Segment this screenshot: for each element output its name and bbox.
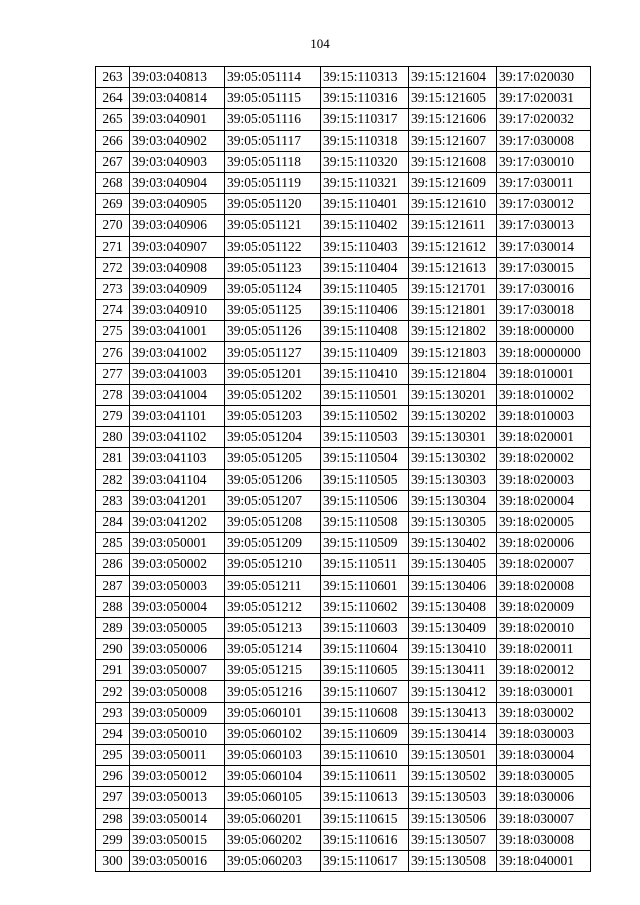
cadastral-code-cell: 39:18:020001 xyxy=(497,427,591,448)
cadastral-code-cell: 39:15:110508 xyxy=(321,511,409,532)
cadastral-code-cell: 39:15:121607 xyxy=(409,130,497,151)
cadastral-code-cell: 39:17:020031 xyxy=(497,88,591,109)
row-number-cell: 281 xyxy=(96,448,130,469)
row-number-cell: 293 xyxy=(96,702,130,723)
table-row xyxy=(96,787,591,808)
cadastral-code-cell: 39:18:030008 xyxy=(497,829,591,850)
cadastral-code-cell: 39:03:050002 xyxy=(130,554,225,575)
cadastral-code-cell: 39:05:051214 xyxy=(225,639,321,660)
cadastral-code-cell: 39:05:060202 xyxy=(225,829,321,850)
row-number-cell: 289 xyxy=(96,617,130,638)
cadastral-code-cell: 39:05:051122 xyxy=(225,236,321,257)
cadastral-code-cell: 39:17:030018 xyxy=(497,300,591,321)
cadastral-code-cell: 39:03:050011 xyxy=(130,745,225,766)
cadastral-code-cell: 39:15:121803 xyxy=(409,342,497,363)
row-number-cell: 292 xyxy=(96,681,130,702)
table-row xyxy=(96,702,591,723)
cadastral-code-cell: 39:05:051117 xyxy=(225,130,321,151)
cadastral-code-cell: 39:15:121608 xyxy=(409,151,497,172)
cadastral-code-cell: 39:05:051125 xyxy=(225,300,321,321)
cadastral-code-cell: 39:05:060104 xyxy=(225,766,321,787)
table-row xyxy=(96,67,591,88)
cadastral-code-cell: 39:15:110402 xyxy=(321,215,409,236)
row-number-cell: 298 xyxy=(96,808,130,829)
cadastral-code-cell: 39:18:040001 xyxy=(497,850,591,871)
table-row xyxy=(96,575,591,596)
cadastral-code-cell: 39:03:040814 xyxy=(130,88,225,109)
row-number-cell: 296 xyxy=(96,766,130,787)
cadastral-code-cell: 39:15:130305 xyxy=(409,511,497,532)
cadastral-code-cell: 39:15:130302 xyxy=(409,448,497,469)
cadastral-code-cell: 39:15:121605 xyxy=(409,88,497,109)
table-row xyxy=(96,384,591,405)
row-number-cell: 276 xyxy=(96,342,130,363)
cadastral-code-cell: 39:15:130406 xyxy=(409,575,497,596)
cadastral-code-cell: 39:18:020003 xyxy=(497,469,591,490)
cadastral-code-cell: 39:03:050008 xyxy=(130,681,225,702)
cadastral-code-cell: 39:18:020002 xyxy=(497,448,591,469)
table-row xyxy=(96,448,591,469)
table-row xyxy=(96,533,591,554)
cadastral-code-cell: 39:15:110502 xyxy=(321,406,409,427)
cadastral-code-cell: 39:03:041004 xyxy=(130,384,225,405)
cadastral-code-cell: 39:05:051123 xyxy=(225,257,321,278)
cadastral-code-cell: 39:03:040910 xyxy=(130,300,225,321)
cadastral-code-cell: 39:03:050014 xyxy=(130,808,225,829)
cadastral-code-cell: 39:03:041102 xyxy=(130,427,225,448)
cadastral-code-cell: 39:15:110611 xyxy=(321,766,409,787)
row-number-cell: 297 xyxy=(96,787,130,808)
row-number-cell: 270 xyxy=(96,215,130,236)
cadastral-code-cell: 39:18:020005 xyxy=(497,511,591,532)
table-row xyxy=(96,617,591,638)
cadastral-code-cell: 39:18:020007 xyxy=(497,554,591,575)
table-row xyxy=(96,88,591,109)
cadastral-code-cell: 39:15:121609 xyxy=(409,172,497,193)
cadastral-code-cell: 39:15:110403 xyxy=(321,236,409,257)
table-row xyxy=(96,469,591,490)
cadastral-code-cell: 39:05:051209 xyxy=(225,533,321,554)
cadastral-code-cell: 39:15:110313 xyxy=(321,67,409,88)
table-row xyxy=(96,321,591,342)
row-number-cell: 275 xyxy=(96,321,130,342)
row-number-cell: 290 xyxy=(96,639,130,660)
cadastral-code-cell: 39:17:030013 xyxy=(497,215,591,236)
cadastral-code-cell: 39:18:030006 xyxy=(497,787,591,808)
row-number-cell: 263 xyxy=(96,67,130,88)
cadastral-code-cell: 39:03:041003 xyxy=(130,363,225,384)
cadastral-code-cell: 39:15:110604 xyxy=(321,639,409,660)
row-number-cell: 300 xyxy=(96,850,130,871)
cadastral-code-cell: 39:15:110617 xyxy=(321,850,409,871)
cadastral-code-cell: 39:15:110504 xyxy=(321,448,409,469)
cadastral-code-cell: 39:18:020010 xyxy=(497,617,591,638)
row-number-cell: 282 xyxy=(96,469,130,490)
row-number-cell: 267 xyxy=(96,151,130,172)
table-row xyxy=(96,511,591,532)
row-number-cell: 286 xyxy=(96,554,130,575)
row-number-cell: 264 xyxy=(96,88,130,109)
cadastral-code-cell: 39:17:030010 xyxy=(497,151,591,172)
row-number-cell: 295 xyxy=(96,745,130,766)
cadastral-code-cell: 39:03:050013 xyxy=(130,787,225,808)
cadastral-code-cell: 39:05:051212 xyxy=(225,596,321,617)
cadastral-code-cell: 39:18:030005 xyxy=(497,766,591,787)
cadastral-code-cell: 39:05:051119 xyxy=(225,172,321,193)
cadastral-code-cell: 39:15:110616 xyxy=(321,829,409,850)
cadastral-code-cell: 39:05:051203 xyxy=(225,406,321,427)
cadastral-code-cell: 39:05:051114 xyxy=(225,67,321,88)
cadastral-code-cell: 39:15:110409 xyxy=(321,342,409,363)
cadastral-code-cell: 39:15:110601 xyxy=(321,575,409,596)
cadastral-code-cell: 39:15:110321 xyxy=(321,172,409,193)
table-row xyxy=(96,829,591,850)
cadastral-code-cell: 39:15:130413 xyxy=(409,702,497,723)
cadastral-table xyxy=(95,66,591,872)
table-row xyxy=(96,151,591,172)
cadastral-code-cell: 39:03:050006 xyxy=(130,639,225,660)
cadastral-code-cell: 39:18:030001 xyxy=(497,681,591,702)
cadastral-code-cell: 39:15:130202 xyxy=(409,406,497,427)
row-number-cell: 291 xyxy=(96,660,130,681)
cadastral-code-cell: 39:17:030008 xyxy=(497,130,591,151)
table-row xyxy=(96,596,591,617)
cadastral-code-cell: 39:17:020032 xyxy=(497,109,591,130)
cadastral-code-cell: 39:03:040909 xyxy=(130,278,225,299)
table-row xyxy=(96,490,591,511)
cadastral-code-cell: 39:18:020009 xyxy=(497,596,591,617)
cadastral-code-cell: 39:15:110610 xyxy=(321,745,409,766)
table-row xyxy=(96,194,591,215)
cadastral-code-cell: 39:15:130402 xyxy=(409,533,497,554)
cadastral-code-cell: 39:18:020004 xyxy=(497,490,591,511)
cadastral-code-cell: 39:15:110404 xyxy=(321,257,409,278)
cadastral-code-cell: 39:15:130411 xyxy=(409,660,497,681)
cadastral-code-cell: 39:05:051127 xyxy=(225,342,321,363)
cadastral-code-cell: 39:03:040902 xyxy=(130,130,225,151)
row-number-cell: 284 xyxy=(96,511,130,532)
cadastral-code-cell: 39:15:130405 xyxy=(409,554,497,575)
cadastral-code-cell: 39:15:130507 xyxy=(409,829,497,850)
table-body xyxy=(96,67,591,872)
table-row xyxy=(96,808,591,829)
cadastral-code-cell: 39:18:010003 xyxy=(497,406,591,427)
cadastral-code-cell: 39:18:000000 xyxy=(497,321,591,342)
table-row xyxy=(96,342,591,363)
cadastral-code-cell: 39:15:110506 xyxy=(321,490,409,511)
table-row xyxy=(96,300,591,321)
cadastral-code-cell: 39:03:040904 xyxy=(130,172,225,193)
cadastral-code-cell: 39:05:051206 xyxy=(225,469,321,490)
cadastral-code-cell: 39:15:130409 xyxy=(409,617,497,638)
cadastral-code-cell: 39:15:110401 xyxy=(321,194,409,215)
cadastral-code-cell: 39:05:051201 xyxy=(225,363,321,384)
cadastral-code-cell: 39:15:130506 xyxy=(409,808,497,829)
cadastral-code-cell: 39:15:130201 xyxy=(409,384,497,405)
table-row xyxy=(96,681,591,702)
cadastral-code-cell: 39:05:060203 xyxy=(225,850,321,871)
cadastral-code-cell: 39:18:020011 xyxy=(497,639,591,660)
cadastral-code-cell: 39:15:110320 xyxy=(321,151,409,172)
cadastral-code-cell: 39:15:130502 xyxy=(409,766,497,787)
cadastral-code-cell: 39:15:110607 xyxy=(321,681,409,702)
cadastral-code-cell: 39:15:130303 xyxy=(409,469,497,490)
table-row xyxy=(96,278,591,299)
cadastral-code-cell: 39:17:030015 xyxy=(497,257,591,278)
row-number-cell: 288 xyxy=(96,596,130,617)
page-number: 104 xyxy=(310,36,330,51)
table-row xyxy=(96,745,591,766)
table-row xyxy=(96,215,591,236)
cadastral-code-cell: 39:05:051120 xyxy=(225,194,321,215)
cadastral-code-cell: 39:15:110405 xyxy=(321,278,409,299)
cadastral-code-cell: 39:03:040908 xyxy=(130,257,225,278)
cadastral-code-cell: 39:15:110613 xyxy=(321,787,409,808)
cadastral-code-cell: 39:03:040813 xyxy=(130,67,225,88)
cadastral-code-cell: 39:15:110603 xyxy=(321,617,409,638)
cadastral-code-cell: 39:15:110317 xyxy=(321,109,409,130)
cadastral-code-cell: 39:03:050001 xyxy=(130,533,225,554)
table-row xyxy=(96,850,591,871)
table-row xyxy=(96,130,591,151)
cadastral-code-cell: 39:15:110605 xyxy=(321,660,409,681)
cadastral-code-cell: 39:03:050016 xyxy=(130,850,225,871)
row-number-cell: 278 xyxy=(96,384,130,405)
table-row xyxy=(96,109,591,130)
cadastral-code-cell: 39:15:110503 xyxy=(321,427,409,448)
row-number-cell: 294 xyxy=(96,723,130,744)
table-row xyxy=(96,406,591,427)
cadastral-code-cell: 39:15:110608 xyxy=(321,702,409,723)
table-row xyxy=(96,639,591,660)
cadastral-code-cell: 39:18:020006 xyxy=(497,533,591,554)
row-number-cell: 279 xyxy=(96,406,130,427)
cadastral-code-cell: 39:18:030004 xyxy=(497,745,591,766)
cadastral-code-cell: 39:05:051208 xyxy=(225,511,321,532)
cadastral-code-cell: 39:05:060103 xyxy=(225,745,321,766)
cadastral-code-cell: 39:05:051124 xyxy=(225,278,321,299)
table-row xyxy=(96,554,591,575)
cadastral-code-cell: 39:03:050005 xyxy=(130,617,225,638)
cadastral-code-cell: 39:05:051215 xyxy=(225,660,321,681)
cadastral-code-cell: 39:03:050004 xyxy=(130,596,225,617)
cadastral-code-cell: 39:15:121612 xyxy=(409,236,497,257)
cadastral-code-cell: 39:15:121804 xyxy=(409,363,497,384)
cadastral-code-cell: 39:03:040901 xyxy=(130,109,225,130)
cadastral-code-cell: 39:05:051213 xyxy=(225,617,321,638)
table-row xyxy=(96,172,591,193)
cadastral-code-cell: 39:18:030007 xyxy=(497,808,591,829)
cadastral-code-cell: 39:03:041201 xyxy=(130,490,225,511)
cadastral-code-cell: 39:17:020030 xyxy=(497,67,591,88)
cadastral-code-cell: 39:15:110615 xyxy=(321,808,409,829)
cadastral-code-cell: 39:15:110511 xyxy=(321,554,409,575)
row-number-cell: 274 xyxy=(96,300,130,321)
cadastral-code-cell: 39:18:030002 xyxy=(497,702,591,723)
cadastral-code-cell: 39:15:130304 xyxy=(409,490,497,511)
cadastral-code-cell: 39:03:040906 xyxy=(130,215,225,236)
cadastral-code-cell: 39:15:130508 xyxy=(409,850,497,871)
cadastral-code-cell: 39:15:110410 xyxy=(321,363,409,384)
table-row xyxy=(96,660,591,681)
cadastral-code-cell: 39:15:121610 xyxy=(409,194,497,215)
cadastral-code-cell: 39:05:051115 xyxy=(225,88,321,109)
cadastral-code-cell: 39:03:041001 xyxy=(130,321,225,342)
table-row xyxy=(96,236,591,257)
cadastral-code-cell: 39:03:050015 xyxy=(130,829,225,850)
table-row xyxy=(96,723,591,744)
row-number-cell: 283 xyxy=(96,490,130,511)
cadastral-code-cell: 39:18:020008 xyxy=(497,575,591,596)
table-row xyxy=(96,363,591,384)
cadastral-code-cell: 39:15:110408 xyxy=(321,321,409,342)
cadastral-code-cell: 39:15:110509 xyxy=(321,533,409,554)
row-number-cell: 277 xyxy=(96,363,130,384)
row-number-cell: 285 xyxy=(96,533,130,554)
cadastral-code-cell: 39:05:060102 xyxy=(225,723,321,744)
cadastral-code-cell: 39:15:121606 xyxy=(409,109,497,130)
cadastral-code-cell: 39:05:060201 xyxy=(225,808,321,829)
cadastral-code-cell: 39:15:121611 xyxy=(409,215,497,236)
row-number-cell: 272 xyxy=(96,257,130,278)
cadastral-code-cell: 39:15:110609 xyxy=(321,723,409,744)
cadastral-code-cell: 39:03:041101 xyxy=(130,406,225,427)
cadastral-code-cell: 39:15:130414 xyxy=(409,723,497,744)
table-row xyxy=(96,427,591,448)
row-number-cell: 271 xyxy=(96,236,130,257)
cadastral-code-cell: 39:03:040907 xyxy=(130,236,225,257)
table-row xyxy=(96,766,591,787)
cadastral-code-cell: 39:05:051211 xyxy=(225,575,321,596)
row-number-cell: 287 xyxy=(96,575,130,596)
row-number-cell: 266 xyxy=(96,130,130,151)
cadastral-code-cell: 39:15:110501 xyxy=(321,384,409,405)
row-number-cell: 268 xyxy=(96,172,130,193)
cadastral-code-cell: 39:05:051116 xyxy=(225,109,321,130)
cadastral-code-cell: 39:18:030003 xyxy=(497,723,591,744)
cadastral-code-cell: 39:15:110316 xyxy=(321,88,409,109)
cadastral-code-cell: 39:18:0000000 xyxy=(497,342,591,363)
cadastral-code-cell: 39:17:030011 xyxy=(497,172,591,193)
cadastral-code-cell: 39:03:050009 xyxy=(130,702,225,723)
cadastral-code-cell: 39:05:060105 xyxy=(225,787,321,808)
cadastral-code-cell: 39:17:030016 xyxy=(497,278,591,299)
cadastral-code-cell: 39:03:040905 xyxy=(130,194,225,215)
cadastral-code-cell: 39:15:110406 xyxy=(321,300,409,321)
cadastral-code-cell: 39:15:121701 xyxy=(409,278,497,299)
cadastral-code-cell: 39:05:051126 xyxy=(225,321,321,342)
cadastral-code-cell: 39:03:041002 xyxy=(130,342,225,363)
cadastral-code-cell: 39:15:110505 xyxy=(321,469,409,490)
cadastral-code-cell: 39:17:030014 xyxy=(497,236,591,257)
cadastral-code-cell: 39:18:020012 xyxy=(497,660,591,681)
cadastral-code-cell: 39:15:130408 xyxy=(409,596,497,617)
cadastral-code-cell: 39:03:041103 xyxy=(130,448,225,469)
cadastral-code-cell: 39:15:121802 xyxy=(409,321,497,342)
cadastral-code-cell: 39:15:121613 xyxy=(409,257,497,278)
cadastral-code-cell: 39:03:050007 xyxy=(130,660,225,681)
row-number-cell: 299 xyxy=(96,829,130,850)
cadastral-code-cell: 39:03:050003 xyxy=(130,575,225,596)
cadastral-code-cell: 39:03:041104 xyxy=(130,469,225,490)
cadastral-code-cell: 39:15:110318 xyxy=(321,130,409,151)
cadastral-code-cell: 39:05:060101 xyxy=(225,702,321,723)
row-number-cell: 280 xyxy=(96,427,130,448)
cadastral-code-cell: 39:03:041202 xyxy=(130,511,225,532)
cadastral-code-cell: 39:15:121604 xyxy=(409,67,497,88)
cadastral-code-cell: 39:05:051204 xyxy=(225,427,321,448)
cadastral-code-cell: 39:17:030012 xyxy=(497,194,591,215)
cadastral-code-cell: 39:03:050012 xyxy=(130,766,225,787)
row-number-cell: 265 xyxy=(96,109,130,130)
cadastral-code-cell: 39:05:051216 xyxy=(225,681,321,702)
row-number-cell: 273 xyxy=(96,278,130,299)
cadastral-code-cell: 39:15:121801 xyxy=(409,300,497,321)
cadastral-code-cell: 39:15:130501 xyxy=(409,745,497,766)
cadastral-code-cell: 39:18:010001 xyxy=(497,363,591,384)
cadastral-code-cell: 39:05:051207 xyxy=(225,490,321,511)
cadastral-code-cell: 39:15:130412 xyxy=(409,681,497,702)
cadastral-code-cell: 39:05:051121 xyxy=(225,215,321,236)
cadastral-code-cell: 39:05:051202 xyxy=(225,384,321,405)
cadastral-code-cell: 39:05:051118 xyxy=(225,151,321,172)
cadastral-code-cell: 39:15:130503 xyxy=(409,787,497,808)
cadastral-code-cell: 39:05:051205 xyxy=(225,448,321,469)
row-number-cell: 269 xyxy=(96,194,130,215)
cadastral-code-cell: 39:15:130410 xyxy=(409,639,497,660)
cadastral-code-cell: 39:05:051210 xyxy=(225,554,321,575)
cadastral-code-cell: 39:03:040903 xyxy=(130,151,225,172)
table-row xyxy=(96,257,591,278)
cadastral-code-cell: 39:15:110602 xyxy=(321,596,409,617)
cadastral-code-cell: 39:15:130301 xyxy=(409,427,497,448)
cadastral-code-cell: 39:03:050010 xyxy=(130,723,225,744)
cadastral-code-cell: 39:18:010002 xyxy=(497,384,591,405)
